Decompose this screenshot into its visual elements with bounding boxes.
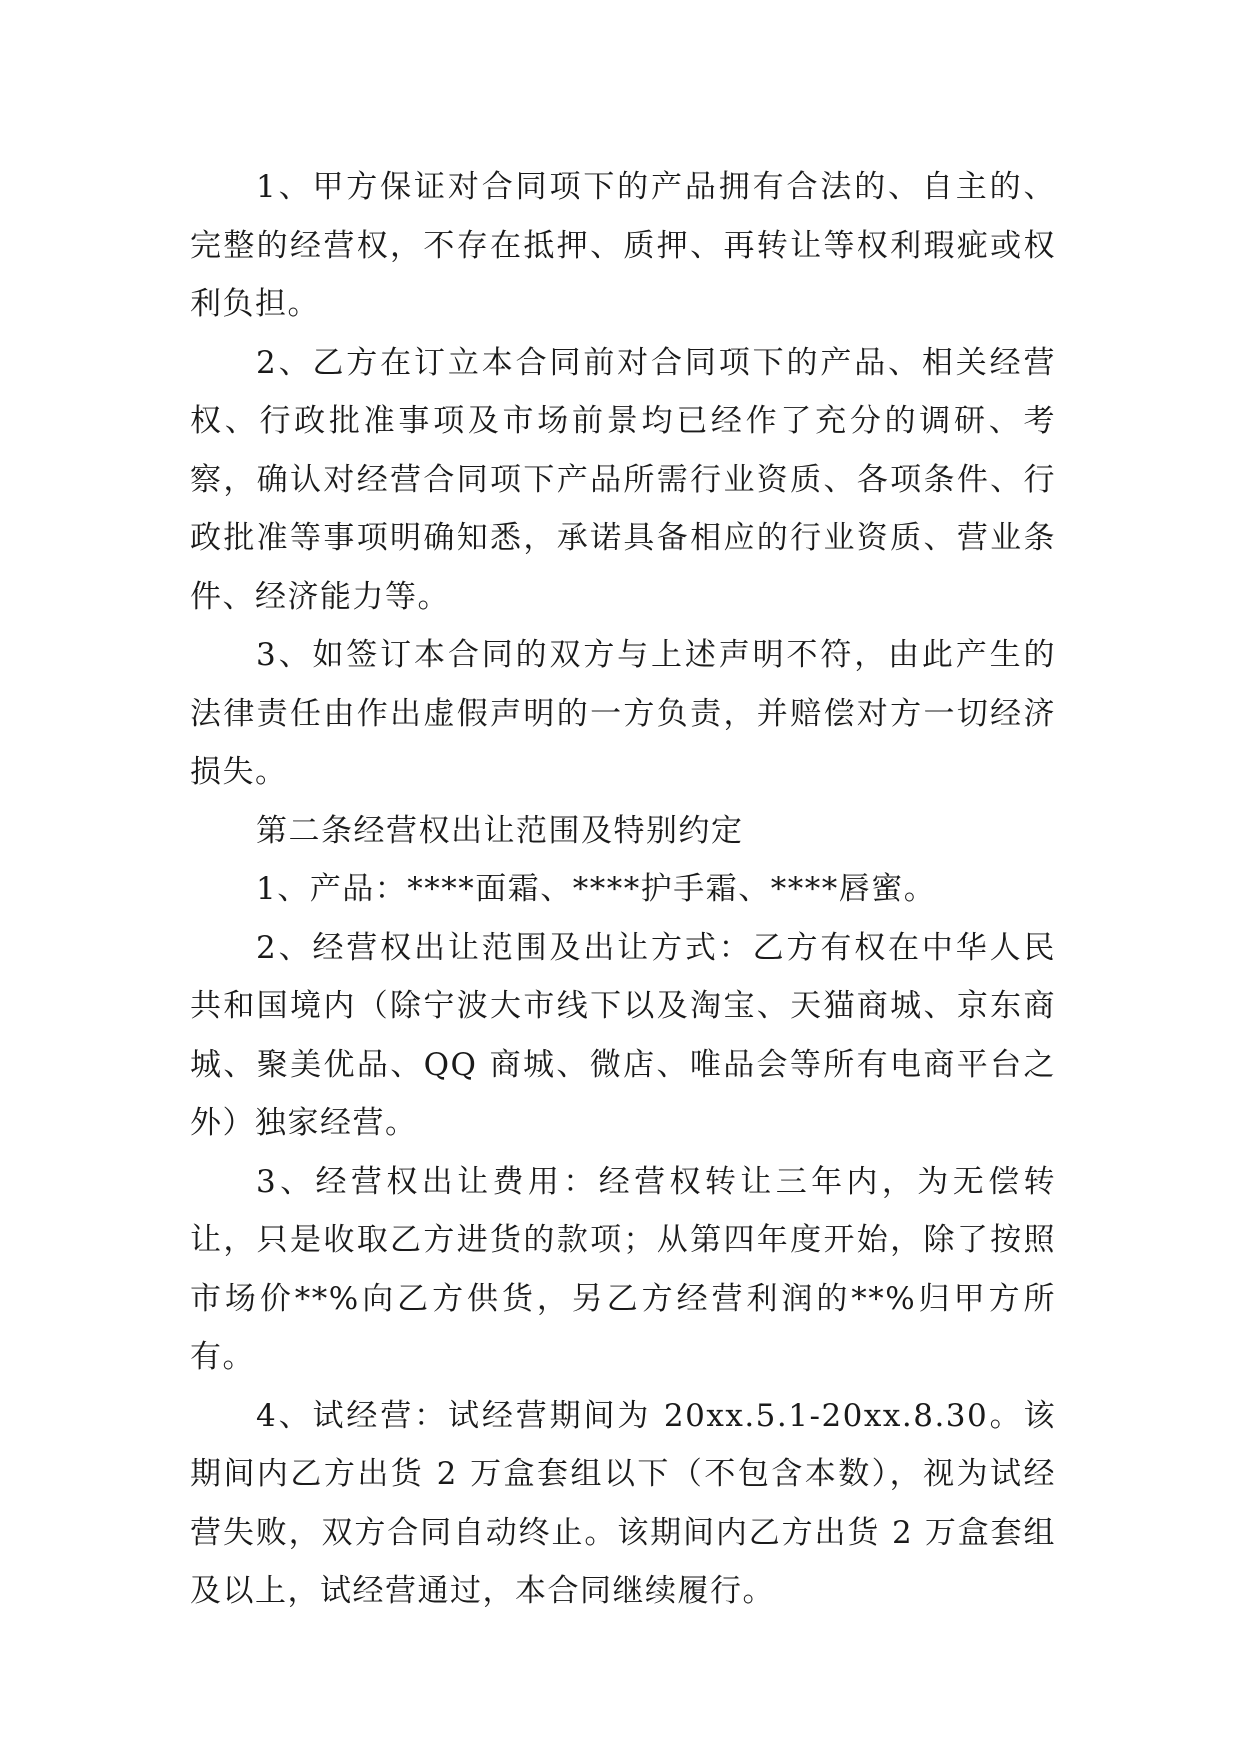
clause-paragraph-3: 3、如签订本合同的双方与上述声明不符，由此产生的法律责任由作出虚假声明的一方负责，并赔偿对方一切经济损失。 <box>190 637 1056 790</box>
clause-paragraph-1: 1、甲方保证对合同项下的产品拥有合法的、自主的、完整的经营权，不存在抵押、质押、再转让等权利瑕疵或权利负担。 <box>190 169 1056 322</box>
clause-paragraph-2: 2、乙方在订立本合同前对合同项下的产品、相关经营权、行政批准事项及市场前景均已经作了充分的调研、考察，确认对经营合同项下产品所需行业资质、各项条件、行政批准等事项明确知悉，承诺具备相应的行业资质、营业条件、经济能力等。 <box>190 344 1056 615</box>
clause-paragraph-products: 1、产品：****面霜、****护手霜、****唇蜜。 <box>256 871 937 907</box>
clause-paragraph-scope: 2、经营权出让范围及出让方式：乙方有权在中华人民共和国境内（除宁波大市线下以及淘宝、天猫商城、京东商城、聚美优品、QQ 商城、微店、唯品会等所有电商平台之外）独家经营。 <box>190 929 1056 1141</box>
clause-paragraph-trial: 4、试经营：试经营期间为 20xx.5.1-20xx.8.30。该期间内乙方出货 2 万盒套组以下（不包含本数），视为试经营失败，双方合同自动终止。该期间内乙方出货 2 万盒套组及以上，试经营通过，本合同继续履行。 <box>190 1397 1056 1609</box>
section-heading: 第二条经营权出让范围及特别约定 <box>256 812 744 849</box>
document-body <box>190 158 1056 1621</box>
clause-paragraph-fees: 3、经营权出让费用：经营权转让三年内，为无偿转让，只是收取乙方进货的款项；从第四年度开始，除了按照市场价**%向乙方供货，另乙方经营利润的**%归甲方所有。 <box>190 1163 1056 1375</box>
